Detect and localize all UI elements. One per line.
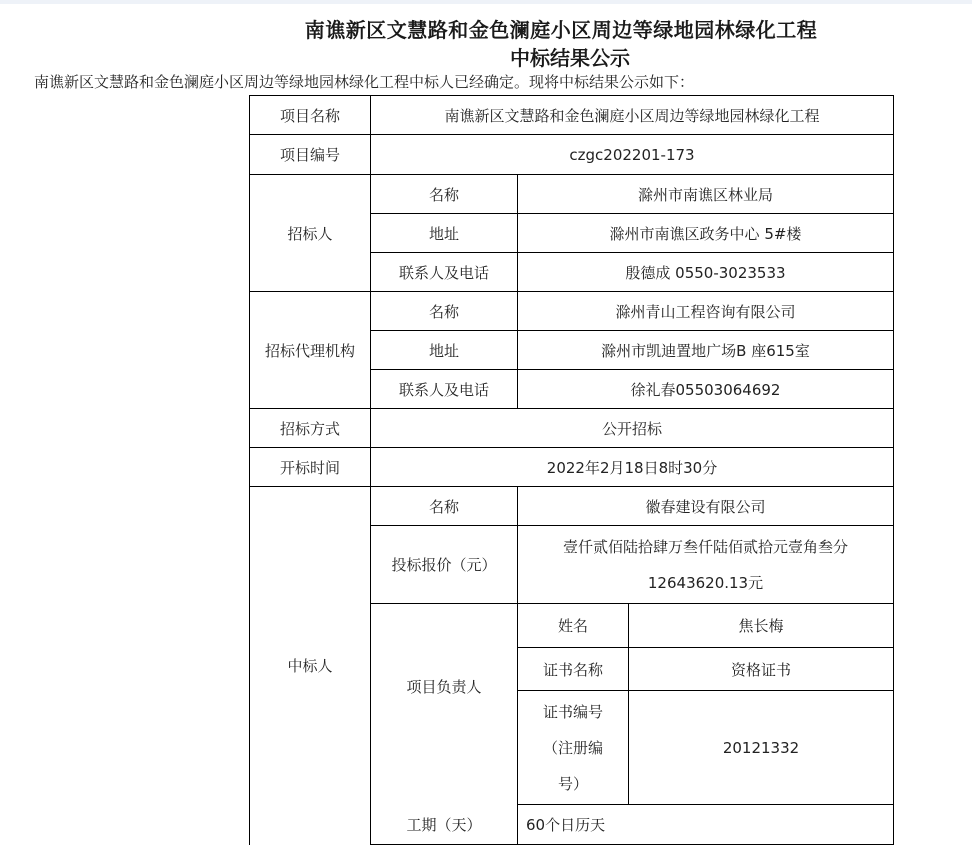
tenderer-address-value: 滁州市南谯区政务中心 5#楼 [609, 224, 802, 243]
bid-price-number: 12643620.13元 [647, 573, 764, 592]
duration-value: 60个日历天 [526, 816, 606, 834]
manager-name-value: 焦长梅 [738, 617, 784, 635]
tenderer-label: 招标人 [287, 224, 333, 243]
tenderer-name-value: 滁州市南谯区林业局 [637, 185, 773, 204]
tenderer-address-label: 地址 [428, 224, 459, 243]
project-manager-label: 项目负责人 [406, 678, 482, 696]
tenderer-name-label: 名称 [428, 185, 459, 204]
cert-number-label-line2: （注册编 [542, 738, 603, 757]
intro-paragraph: 南谯新区文慧路和金色澜庭小区周边等绿地园林绿化工程中标人已经确定。现将中标结果公示如下： [34, 73, 695, 91]
cert-name-label: 证书名称 [542, 660, 603, 679]
top-strip [0, 0, 972, 4]
agency-name-value: 滁州青山工程咨询有限公司 [615, 302, 796, 321]
bid-price-value [518, 526, 893, 603]
agency-contact-label: 联系人及电话 [398, 380, 489, 399]
winner-label: 中标人 [287, 657, 333, 675]
agency-address-label: 地址 [428, 341, 459, 360]
project-number-value: czgc202201-173 [569, 145, 695, 164]
opening-time-label: 开标时间 [279, 458, 340, 477]
agency-address-value: 滁州市凯迪置地广场B 座615室 [601, 341, 810, 360]
page-title: 南谯新区文慧路和金色澜庭小区周边等绿地园林绿化工程 [304, 18, 818, 42]
agency-contact-value: 徐礼春05503064692 [630, 380, 781, 399]
tender-method-value: 公开招标 [601, 419, 662, 438]
page-subtitle: 中标结果公示 [510, 46, 630, 70]
manager-name-label: 姓名 [557, 617, 588, 635]
bid-price-words: 壹仟贰佰陆拾肆万叁仟陆佰贰拾元壹角叁分 [562, 537, 848, 556]
tenderer-contact-value: 殷德成 0550-3023533 [625, 263, 786, 282]
project-name-label: 项目名称 [279, 106, 340, 125]
cert-number-value: 20121332 [722, 738, 800, 757]
duration-label: 工期（天） [406, 816, 482, 834]
tender-method-label: 招标方式 [279, 419, 340, 438]
winner-name-label: 名称 [428, 497, 459, 516]
agency-label: 招标代理机构 [264, 341, 355, 360]
bid-price-label: 投标报价（元） [391, 556, 497, 574]
cert-name-value: 资格证书 [730, 660, 791, 679]
agency-name-label: 名称 [428, 302, 459, 321]
cert-number-label [518, 691, 628, 804]
cert-number-label-line3: 号） [557, 774, 588, 793]
winner-name-value: 徽春建设有限公司 [645, 497, 766, 516]
cert-number-label-line1: 证书编号 [542, 702, 603, 721]
tenderer-contact-label: 联系人及电话 [398, 263, 489, 282]
project-name-value: 南谯新区文慧路和金色澜庭小区周边等绿地园林绿化工程 [444, 106, 820, 125]
opening-time-value: 2022年2月18日8时30分 [546, 458, 718, 477]
project-number-label: 项目编号 [279, 146, 340, 164]
